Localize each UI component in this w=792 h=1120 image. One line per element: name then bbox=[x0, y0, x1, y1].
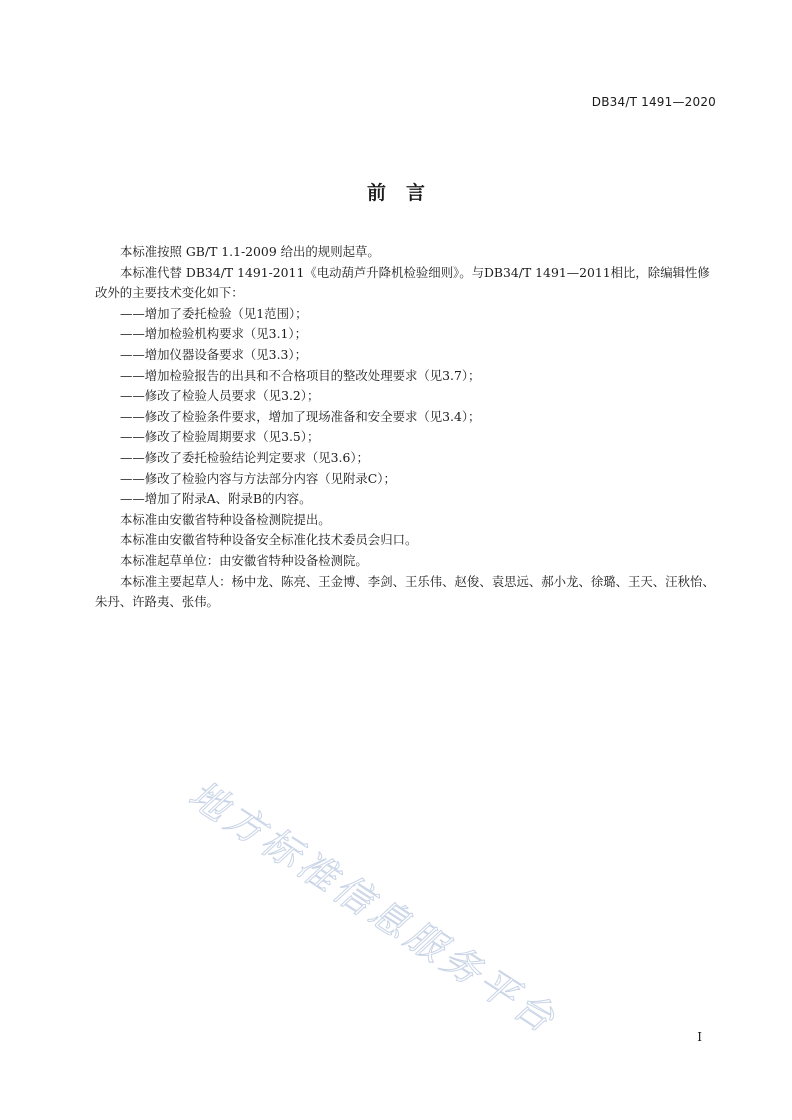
paragraph-proposer: 本标准由安徽省特种设备检测院提出。 bbox=[120, 511, 331, 527]
change-item: ——增加检验机构要求（见3.1）； bbox=[120, 326, 307, 342]
paragraph-replacement: 本标准代替 DB34/T 1491-2011《电动葫芦升降机检验细则》。与DB34/T 1491—2011相比，除编辑性修改外的主要技术变化如下： bbox=[95, 264, 710, 301]
paragraph-drafting-rules: 本标准按照 GB/T 1.1-2009 给出的规则起草。 bbox=[120, 244, 380, 259]
foreword-body bbox=[95, 242, 720, 613]
change-item: ——修改了委托检验结论判定要求（见3.6）； bbox=[120, 449, 369, 465]
change-item: ——增加了附录A、附录B的内容。 bbox=[120, 491, 312, 507]
change-item: ——增加了委托检验（见1范围）； bbox=[120, 305, 308, 321]
page-title bbox=[0, 178, 792, 205]
page-number: I bbox=[697, 1030, 702, 1044]
change-item: ——修改了检验内容与方法部分内容（见附录C）； bbox=[120, 470, 396, 486]
paragraph-drafters: 本标准主要起草人：杨中龙、陈亮、王金博、李剑、王乐伟、赵俊、袁思远、郝小龙、徐璐、王天、汪秋怡、朱丹、许路夷、张伟。 bbox=[95, 573, 715, 610]
change-item: ——修改了检验周期要求（见3.5）； bbox=[120, 429, 320, 445]
change-item: ——修改了检验条件要求，增加了现场准备和安全要求（见3.4）； bbox=[120, 408, 481, 424]
change-item: ——增加仪器设备要求（见3.3）； bbox=[120, 346, 307, 362]
change-item: ——修改了检验人员要求（见3.2）； bbox=[120, 388, 320, 404]
title-char-2: 言 bbox=[406, 182, 426, 204]
change-item: ——增加检验报告的出具和不合格项目的整改处理要求（见3.7）； bbox=[120, 367, 481, 383]
paragraph-centralized: 本标准由安徽省特种设备安全标准化技术委员会归口。 bbox=[120, 532, 418, 548]
watermark-text: 地方标准信息服务平台 bbox=[181, 771, 566, 1044]
title-char-1: 前 bbox=[366, 182, 386, 204]
document-code: DB34/T 1491—2020 bbox=[591, 95, 716, 109]
paragraph-drafting-unit: 本标准起草单位：由安徽省特种设备检测院。 bbox=[120, 552, 368, 568]
